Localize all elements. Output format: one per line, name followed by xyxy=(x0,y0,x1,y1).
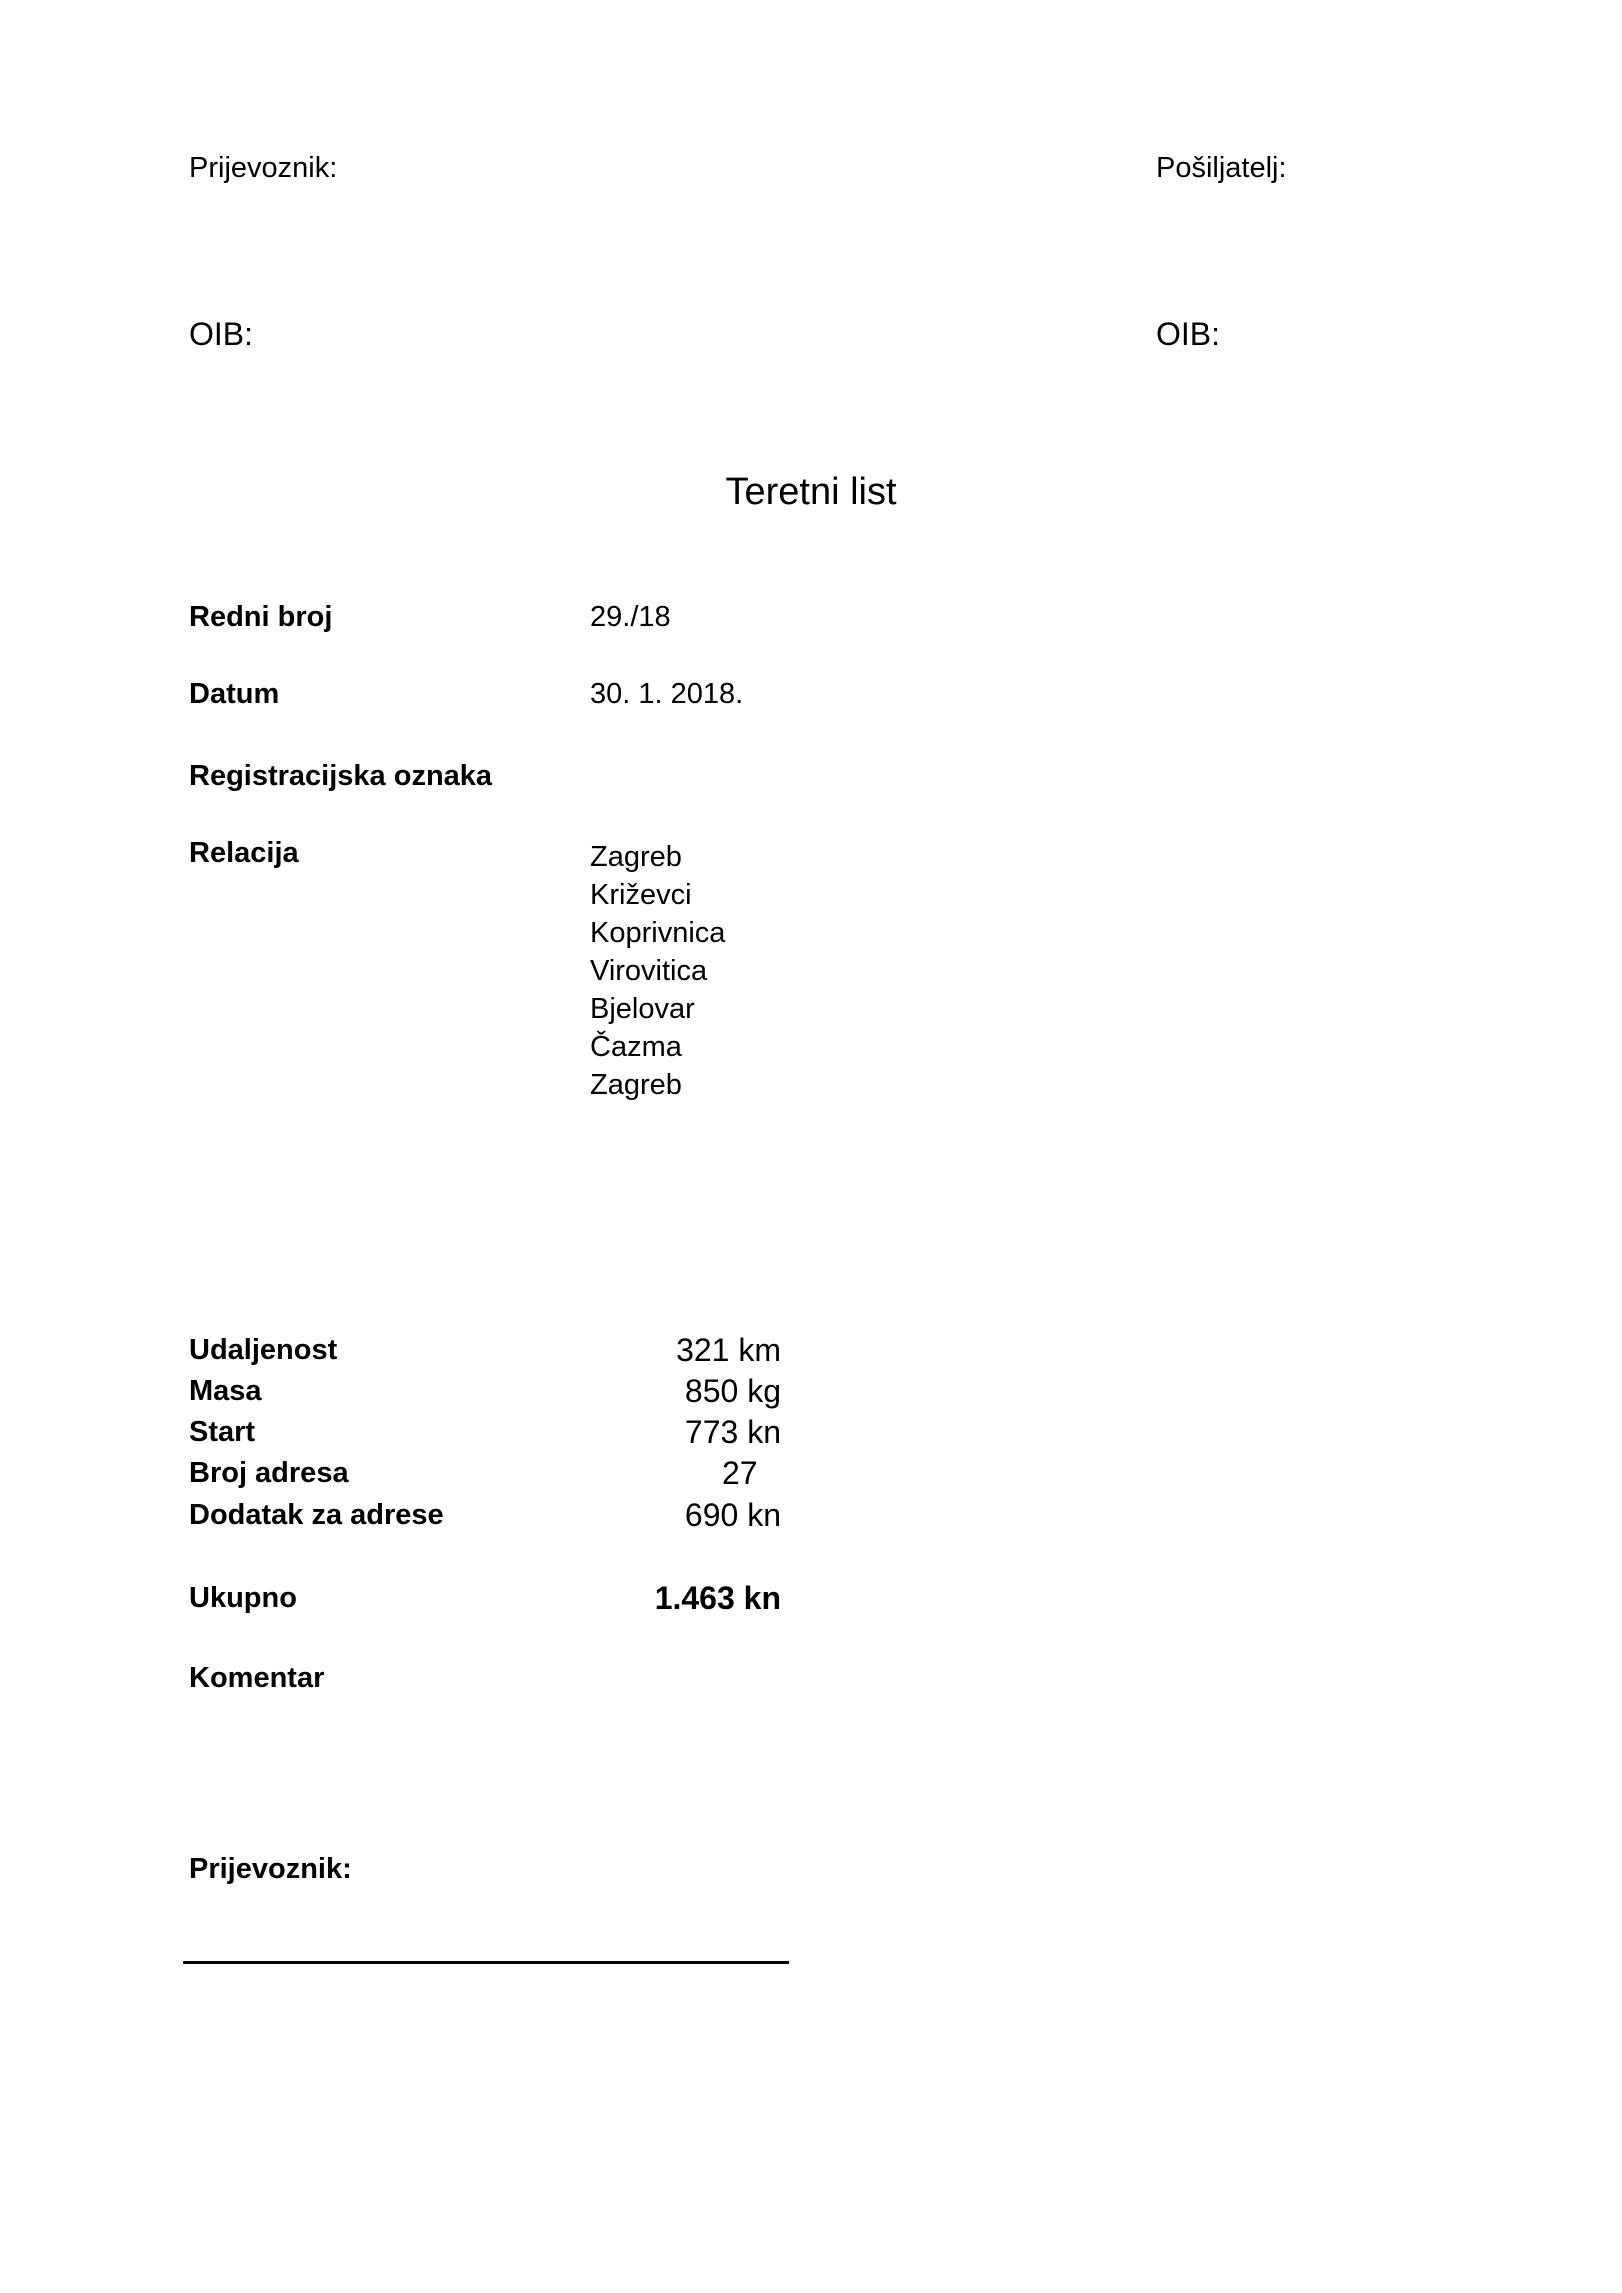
route-list xyxy=(590,838,725,1104)
route-stop: Virovitica xyxy=(590,955,708,987)
route-stop: Zagreb xyxy=(590,841,682,873)
registration-label: Registracijska oznaka xyxy=(189,760,493,792)
start-value: 773 kn xyxy=(684,1414,781,1450)
sender-label: Pošiljatelj: xyxy=(1156,152,1287,184)
sender-oib-label: OIB: xyxy=(1156,316,1221,352)
address-fee-label: Dodatak za adrese xyxy=(189,1499,444,1531)
serial-number-label: Redni broj xyxy=(189,601,333,633)
route-label: Relacija xyxy=(189,837,299,869)
total-label: Ukupno xyxy=(189,1582,297,1614)
route-stop: Zagreb xyxy=(590,1069,682,1101)
carrier-oib-label: OIB: xyxy=(189,316,254,352)
route-stop: Čazma xyxy=(590,1031,682,1063)
start-label: Start xyxy=(189,1416,256,1448)
route-stop: Bjelovar xyxy=(590,993,695,1025)
serial-number-value: 29./18 xyxy=(590,601,671,633)
address-count-label: Broj adresa xyxy=(189,1457,349,1489)
distance-value: 321 km xyxy=(676,1332,781,1368)
comment-label: Komentar xyxy=(189,1662,325,1694)
mass-label: Masa xyxy=(189,1375,262,1407)
address-count-value: 27 xyxy=(722,1455,758,1491)
signature-line xyxy=(183,1961,789,1964)
route-stop: Koprivnica xyxy=(590,917,726,949)
date-value: 30. 1. 2018. xyxy=(590,678,744,710)
carrier-label: Prijevoznik: xyxy=(189,152,338,184)
address-fee-value: 690 kn xyxy=(684,1497,781,1533)
distance-label: Udaljenost xyxy=(189,1334,338,1366)
signature-carrier-label: Prijevoznik: xyxy=(189,1853,352,1885)
document-title: Teretni list xyxy=(725,471,897,513)
mass-value: 850 kg xyxy=(684,1373,781,1409)
route-stop: Križevci xyxy=(590,879,692,911)
total-value: 1.463 kn xyxy=(654,1580,781,1616)
date-label: Datum xyxy=(189,678,280,710)
